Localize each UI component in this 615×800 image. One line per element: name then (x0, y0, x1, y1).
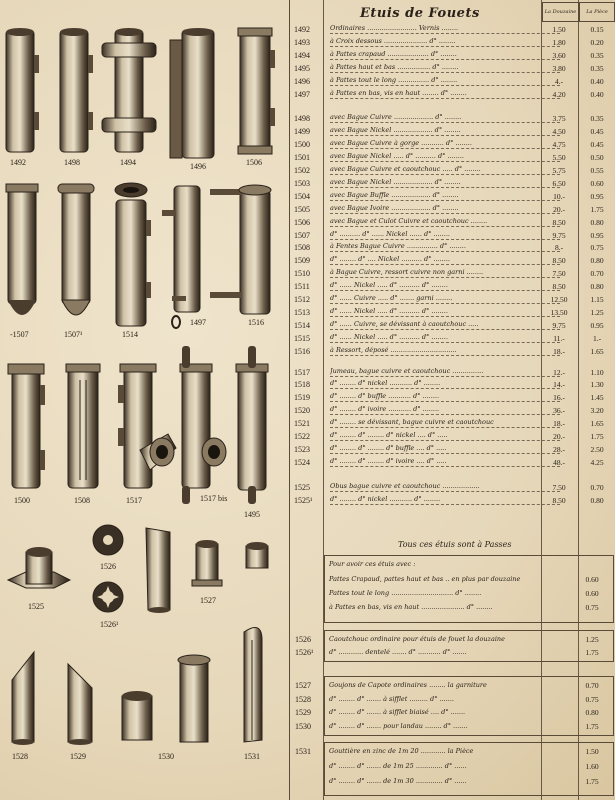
caption-1529: 1529 (70, 752, 86, 761)
item-description: d° ...... Cuivre, se dévissant à caoutchouc ..... (330, 320, 560, 330)
item-description: avec Bague Cuivre ................... d° ........ (330, 113, 560, 123)
price-douzaine: 5.50 (552, 153, 566, 163)
price-piece: 1.45 (590, 393, 604, 403)
price-row (292, 152, 615, 163)
price-row (292, 204, 615, 215)
caption-1517-bis: 1517 bis (200, 494, 228, 503)
tube-1507-1 (58, 184, 94, 315)
price-douzaine: 20.- (553, 204, 565, 214)
price-row (292, 346, 615, 357)
item-number: 1531 (295, 747, 311, 756)
price-row (292, 392, 615, 403)
sleeve-1527a (146, 528, 170, 613)
box-line (295, 721, 607, 732)
item-number: 1523 (294, 444, 310, 454)
price-row (292, 50, 615, 61)
price-douzaine: 14.- (553, 380, 565, 390)
ring-1526-1 (93, 582, 123, 612)
price-douzaine: 3.80 (552, 63, 566, 73)
item-number: 1525 (294, 482, 310, 492)
price-douzaine: 20.- (553, 432, 565, 441)
item-number: 1511 (294, 282, 310, 292)
tube-1506 (238, 28, 275, 154)
passes-note: Tous ces étuis sont à Passes (398, 540, 512, 549)
caption-1507-1: 1507¹ (64, 330, 83, 339)
illustrations-panel (0, 0, 288, 800)
item-description: à Pattes tout le long ............... d° ........ (330, 76, 560, 86)
tube-illustrations (0, 0, 288, 800)
item-description: d° ...... Cuivre ..... d° ....... garni ........ (330, 294, 560, 304)
item-number: 1502 (294, 166, 310, 175)
price-row (292, 139, 615, 150)
price-row (292, 367, 615, 378)
item-description: d° ........ d° ........ d° buffle .... d° ..... (330, 444, 560, 454)
price-douzaine: 6.50 (552, 178, 566, 188)
price-piece: 0.80 (590, 256, 604, 266)
price-douzaine: 1.50 (552, 25, 566, 34)
line-text: d° ........ d° ....... à sifflet ......... d° ....... (329, 694, 454, 703)
item-number: 1526 (295, 635, 311, 644)
line-price: 1.75 (585, 721, 599, 731)
price-piece: 0.60 (590, 178, 604, 188)
line-price: 0.75 (585, 694, 599, 704)
box-line (295, 634, 607, 645)
price-piece: 0.35 (590, 50, 604, 60)
line-price: 1.75 (585, 648, 599, 657)
line-text: Pattes tout le long .............................. d° ........ (329, 589, 482, 597)
price-piece: 0.95 (590, 320, 604, 330)
price-row (292, 126, 615, 137)
price-douzaine: 16.- (553, 393, 565, 403)
goujon-1529 (68, 664, 92, 745)
price-piece: 1.75 (590, 432, 604, 441)
caption-1530: 1530 (158, 752, 174, 761)
price-douzaine: 7.50 (552, 269, 566, 279)
caption-1506: 1506 (246, 158, 262, 167)
item-description: Ordinaires ........................ Vernis ........ (330, 24, 560, 34)
line-price: 0.80 (585, 708, 599, 717)
item-number: 1494 (294, 50, 310, 60)
price-row (292, 482, 615, 493)
item-description: avec Bague et Culot Cuivre et caoutchouc ........ (330, 217, 560, 227)
item-description: Jumeau, bague cuivre et caoutchouc ............... (330, 367, 560, 377)
price-douzaine: 36.- (553, 406, 565, 416)
item-description: d° ........ d° buffle ........... d° ........ (330, 392, 560, 402)
sleeve-1527 (192, 540, 222, 586)
price-row (292, 431, 615, 442)
price-piece: 3.20 (590, 406, 604, 416)
caption-1526: 1526 (100, 562, 116, 571)
options-box (324, 555, 614, 623)
line-price: 1.25 (585, 635, 599, 644)
item-number: 1514 (294, 320, 310, 330)
price-row (292, 76, 615, 87)
line-text: d° ........ d° ....... de 1m 25 ............. d° ...... (329, 762, 467, 770)
item-number: 1524 (294, 457, 310, 467)
price-douzaine: 18.- (553, 419, 565, 429)
price-piece: 0.40 (590, 89, 604, 99)
item-number: 1504 (294, 191, 310, 201)
tube-1496 (170, 28, 214, 158)
line-price: 1.75 (585, 777, 599, 786)
item-number: 1496 (294, 76, 310, 86)
price-piece: 4.25 (590, 457, 604, 467)
item-description: d° ........ d° .... Nickel .......... d° ........ (330, 255, 560, 265)
price-piece: 0.20 (590, 37, 604, 47)
price-piece: 0.35 (590, 63, 604, 73)
price-douzaine: 4.75 (552, 140, 566, 150)
item-number: 1509 (294, 256, 310, 266)
caption-1496: 1496 (190, 162, 206, 171)
item-description: d° ........ d° ........ d° ivoire .... d° ..... (330, 457, 560, 467)
item-description: avec Bague Buffle ................... d° ........ (330, 191, 560, 201)
price-douzaine: 3.60 (552, 50, 566, 60)
caption-1517: 1517 (126, 496, 142, 505)
goujon-1530a (122, 691, 152, 740)
item-number: 1492 (294, 25, 310, 34)
caption-1507: -1507 (10, 330, 29, 339)
gutter-1531 (244, 628, 262, 743)
item-number: 1530 (295, 721, 311, 731)
caption-1527: 1527 (200, 596, 216, 605)
item-number: 1505 (294, 204, 310, 214)
price-piece: 1.75 (590, 204, 604, 214)
price-douzaine: 8.- (554, 243, 564, 253)
item-description: avec Bague Nickel ................... d° ........ (330, 178, 560, 188)
item-description: à Pattes en bas, vis en haut ........ d° ........ (330, 89, 560, 99)
column-divider (289, 0, 290, 800)
price-douzaine: 5.75 (552, 166, 566, 175)
item-number: 1521 (294, 419, 310, 429)
item-description: d° ........ se dévissant, bague cuivre et caoutchouc (330, 418, 560, 428)
goujons-box (295, 676, 614, 736)
price-row (292, 444, 615, 455)
price-row (292, 113, 615, 124)
part-1525 (8, 547, 70, 588)
box-line (329, 761, 607, 772)
caption-1528: 1528 (12, 752, 28, 761)
price-piece: 0.45 (590, 140, 604, 150)
box-line (329, 602, 607, 613)
goujon-1528 (12, 652, 34, 745)
price-piece: 0.55 (590, 166, 604, 175)
price-douzaine: 8.50 (552, 495, 566, 505)
price-douzaine: 8.50 (552, 256, 566, 266)
box-line (295, 694, 607, 705)
price-piece: 1.65 (590, 419, 604, 429)
item-description: d° ........ d° nickel ........... d° ........ (330, 495, 560, 505)
line-price: 0.60 (585, 589, 599, 598)
price-piece: 0.95 (590, 191, 604, 201)
item-number: 1515 (294, 333, 310, 343)
line-text: d° ........ d° ....... à sifflet biaisé .... d° ....... (329, 708, 466, 716)
item-description: d° ........ d° ........ d° nickel .... d° ..... (330, 431, 560, 441)
caption-1526-1: 1526¹ (100, 620, 119, 629)
caption-1508: 1508 (74, 496, 90, 505)
box-line (295, 746, 607, 757)
price-row (292, 217, 615, 228)
tube-1508 (66, 364, 100, 488)
price-row (292, 37, 615, 48)
item-number: 1528 (295, 694, 311, 704)
col-header-piece: La Pièce (579, 2, 615, 22)
box-line (295, 680, 607, 691)
tube-1497 (162, 186, 200, 328)
item-description: d° .......... d° ...... Nickel ...... d° ........ (330, 230, 560, 240)
line-price: 1.50 (585, 747, 599, 756)
price-douzaine: 11.- (553, 333, 565, 343)
item-description: d° ...... Nickel ..... d° .......... d° ........ (330, 333, 560, 343)
price-douzaine: 4.- (554, 76, 564, 86)
line-text: d° ........ d° ....... pour landau ........ d° ....... (329, 721, 468, 730)
caption-1531: 1531 (244, 752, 260, 761)
line-text: Pattes Crapaud, pattes haut et bas .. en plus par douzaine (329, 575, 521, 583)
item-number: 1527 (295, 681, 311, 690)
price-row (292, 63, 615, 74)
item-number: 1517 (294, 367, 310, 377)
item-description: à Bague Cuivre, ressort cuivre non garni ........ (330, 268, 560, 278)
item-description: avec Bague Cuivre à gorge ........... d° ........ (330, 139, 560, 149)
price-piece: 0.70 (590, 482, 604, 492)
price-douzaine: 9.75 (552, 320, 566, 330)
box-line (329, 574, 607, 585)
price-douzaine: 4.20 (552, 89, 566, 99)
tube-1495 (236, 346, 268, 504)
item-number: 1493 (294, 37, 310, 47)
item-description: avec Bague Nickel ..... d° .......... d° ........ (330, 152, 560, 162)
price-douzaine: 4.50 (552, 127, 566, 137)
price-row (292, 268, 615, 279)
item-number: 1525¹ (294, 495, 313, 505)
price-row (292, 242, 615, 253)
price-row (292, 379, 615, 390)
item-description: d° ........ d° nickel ........... d° ........ (330, 379, 560, 389)
item-number: 1501 (294, 153, 310, 163)
line-text: Goujons de Capote ordinaires ........ la garniture (329, 681, 487, 689)
page-title: Etuis de Fouets (360, 6, 480, 21)
tube-1516 (210, 185, 271, 314)
price-piece: 1.10 (590, 367, 604, 377)
tube-1492 (6, 28, 39, 152)
box-line (295, 707, 607, 718)
line-price: 1.60 (585, 762, 599, 771)
item-number: 1506 (294, 217, 310, 227)
price-row (292, 457, 615, 468)
price-row (292, 89, 615, 100)
item-number: 1499 (294, 127, 310, 137)
price-piece: 0.50 (590, 153, 604, 163)
item-number: 1519 (294, 393, 310, 403)
line-text: d° ........ d° ....... de 1m 30 ............. d° ...... (329, 777, 467, 785)
caoutchouc-box (295, 630, 614, 662)
ring-1526 (93, 525, 123, 555)
price-douzaine: 48.- (553, 457, 565, 467)
caption-1495: 1495 (244, 510, 260, 519)
price-piece: 0.80 (590, 217, 604, 227)
item-number: 1513 (294, 307, 310, 317)
box-line (329, 588, 607, 599)
goujon-1530 (178, 655, 210, 742)
price-douzaine: 12.50 (550, 295, 568, 304)
item-number: 1512 (294, 295, 310, 304)
item-description: d° ...... Nickel ..... d° .......... d° ........ (330, 307, 560, 317)
price-piece: 0.15 (590, 25, 604, 34)
price-douzaine: 18.- (553, 346, 565, 356)
item-description: avec Bague Ivoire ................... d° ........ (330, 204, 560, 214)
price-douzaine: 12.- (553, 367, 565, 377)
item-description: à Fentes Bague Cuivre ............... d° ........ (330, 242, 560, 252)
caption-1500: 1500 (14, 496, 30, 505)
price-row (292, 191, 615, 202)
item-number: 1503 (294, 178, 310, 188)
price-piece: 0.40 (590, 76, 604, 86)
price-row (292, 165, 615, 176)
tube-1507 (6, 184, 38, 315)
options-heading: Pour avoir ces étuis avec : (329, 560, 416, 568)
item-description: avec Bague Cuivre et caoutchouc ..... d° ........ (330, 165, 560, 175)
price-piece: 0.70 (590, 269, 604, 279)
price-row (292, 178, 615, 189)
price-douzaine: 8.50 (552, 282, 566, 292)
item-description: avec Bague Nickel ................... d° ........ (330, 126, 560, 136)
price-row (292, 255, 615, 266)
item-description: Obus bague cuivre et caoutchouc .................. (330, 482, 560, 492)
price-row (292, 333, 615, 344)
price-row (292, 24, 615, 35)
price-piece: 2.50 (590, 444, 604, 454)
item-description: à Pattes haut et bas ................ d° ........ (330, 63, 560, 73)
item-description: d° ...... Nickel ..... d° .......... d° ........ (330, 281, 560, 291)
item-description: à Croix dessous ..................... d° ........ (330, 37, 560, 47)
price-douzaine: 7.50 (552, 482, 566, 492)
item-number: 1498 (294, 114, 310, 124)
item-number: 1526¹ (295, 648, 314, 657)
price-douzaine: 1.80 (552, 37, 566, 47)
tube-1514 (115, 183, 151, 326)
price-row (292, 418, 615, 429)
item-number: 1529 (295, 708, 311, 717)
price-row (292, 320, 615, 331)
line-text: à Pattes en bas, vis en haut ..................... d° ........ (329, 603, 493, 611)
tube-1517-bis (180, 346, 226, 504)
price-douzaine: 3.75 (552, 114, 566, 124)
col-header-douzaine: La Douzaine (542, 2, 579, 22)
price-piece: 1.15 (590, 295, 604, 304)
price-douzaine: 10.- (553, 191, 565, 201)
line-text: Gouttière en zinc de 1m 20 ............ la Pièce (329, 747, 474, 755)
tube-1517 (118, 364, 176, 488)
line-price: 0.60 (585, 575, 599, 584)
caption-1525: 1525 (28, 602, 44, 611)
line-text: Caoutchouc ordinaire pour étuis de fouet la douzaine (329, 635, 505, 643)
box-line (295, 647, 607, 658)
price-piece: 1.- (592, 333, 602, 343)
item-description: à Pattes crapaud .................... d° ........ (330, 50, 560, 60)
box-line (329, 776, 607, 787)
item-number: 1497 (294, 89, 310, 99)
tube-1494 (102, 28, 156, 152)
sleeve-1527b (246, 542, 268, 568)
item-description: d° ........ d° ivoire ........... d° ........ (330, 405, 560, 415)
item-number: 1516 (294, 346, 310, 356)
item-number: 1500 (294, 140, 310, 150)
price-row (292, 307, 615, 318)
price-piece: 0.80 (590, 282, 604, 292)
caption-1494: 1494 (120, 158, 136, 167)
item-number: 1510 (294, 269, 310, 279)
line-price: 0.70 (585, 681, 599, 690)
item-number: 1522 (294, 432, 310, 441)
caption-1497: 1497 (190, 318, 206, 327)
item-number: 1495 (294, 63, 310, 73)
line-text: d° ............ dentelé ....... d° ........... d° ....... (329, 648, 467, 656)
price-douzaine: 13.50 (550, 307, 568, 317)
line-price: 0.75 (585, 603, 599, 612)
item-number: 1518 (294, 380, 310, 390)
caption-1514: 1514 (122, 330, 138, 339)
price-douzaine: 8.50 (552, 217, 566, 227)
price-douzaine: 9.75 (552, 230, 566, 240)
price-piece: 0.80 (590, 495, 604, 505)
price-douzaine: 28.- (553, 444, 565, 454)
item-number: 1508 (294, 243, 310, 253)
price-piece: 1.25 (590, 307, 604, 317)
price-row (292, 405, 615, 416)
caption-1492: 1492 (10, 158, 26, 167)
item-number: 1507 (294, 230, 310, 240)
item-description: à Ressort, déposé ................................ (330, 346, 560, 356)
price-row (292, 495, 615, 506)
price-piece: 0.75 (590, 243, 604, 253)
price-row (292, 281, 615, 292)
item-number: 1520 (294, 406, 310, 416)
price-row (292, 294, 615, 305)
price-piece: 1.30 (590, 380, 604, 390)
tube-1498 (60, 28, 93, 152)
tube-1500 (8, 364, 45, 488)
caption-1498: 1498 (64, 158, 80, 167)
price-piece: 0.35 (590, 114, 604, 124)
price-piece: 1.65 (590, 346, 604, 356)
price-row (292, 230, 615, 241)
price-piece: 0.45 (590, 127, 604, 137)
gouttiere-box (295, 742, 614, 796)
price-piece: 0.95 (590, 230, 604, 240)
caption-1516: 1516 (248, 318, 264, 327)
